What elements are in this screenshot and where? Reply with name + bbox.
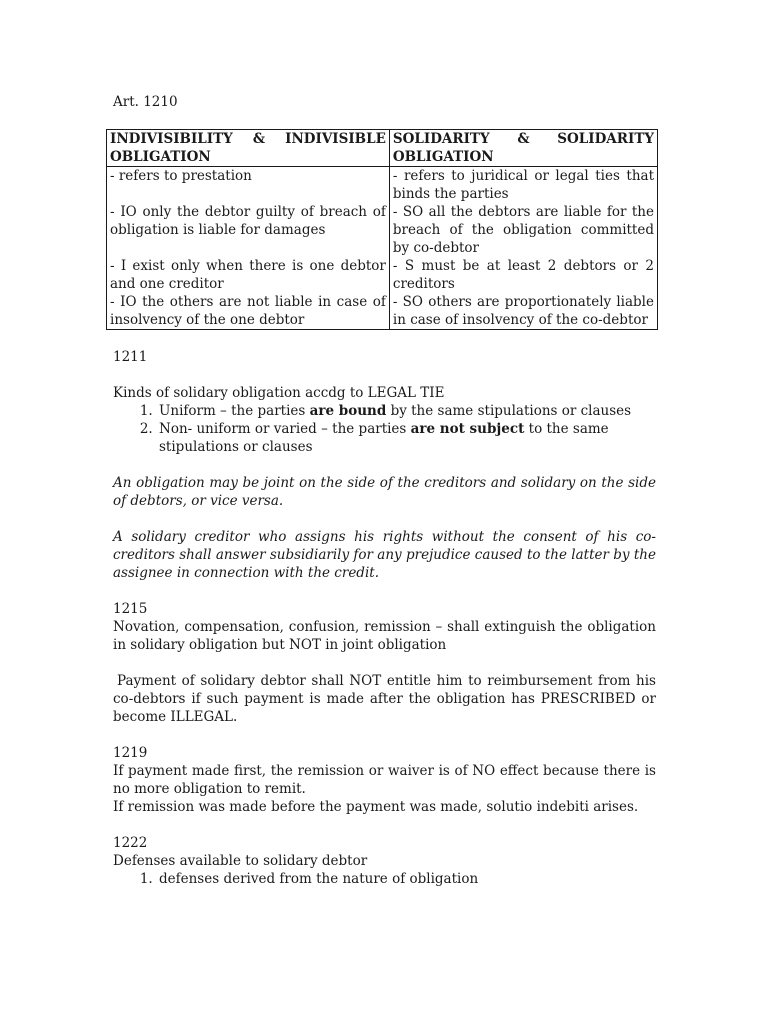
- paragraph-1219-b: If remission was made before the payment was made, solutio indebiti arises.: [113, 799, 639, 815]
- table-header-cell: INDIVISIBILITY & INDIVISIBLE OBLIGATION: [107, 130, 390, 167]
- italic-note-2: A solidary creditor who assigns his rights without the consent of his co-creditors shall answer subsidiarily for any prejudice caused to the latter by the assignee in connection with the credit.: [113, 529, 656, 581]
- table-header-cell: SOLIDARITY & SOLIDARITY OBLIGATION: [389, 130, 657, 167]
- legal-tie-list: [113, 402, 656, 456]
- list-item: 1. Uniform – the parties are bound by the same stipulations or clauses: [157, 402, 656, 420]
- list-item: 1. defenses derived from the nature of obligation: [157, 870, 656, 888]
- paragraph-1215-b: Payment of solidary debtor shall NOT entitle him to reimbursement from his co-debtors if such payment is made after the obligation has PRESCRIBED or become ILLEGAL.: [113, 673, 656, 725]
- section-intro-1222: Defenses available to solidary debtor: [113, 853, 368, 869]
- section-number-1222: 1222: [113, 835, 148, 851]
- section-number-1215: 1215: [113, 601, 148, 617]
- defenses-list: [113, 870, 656, 888]
- table-header-row: [107, 130, 658, 167]
- paragraph-1215-a: Novation, compensation, confusion, remission – shall extinguish the obligation in solidary obligation but NOT in joint obligation: [113, 619, 656, 653]
- article-title: Art. 1210: [113, 94, 178, 110]
- table-cell: - refers to juridical or legal ties that binds the parties - SO all the debtors are liable for the breach of the obligation committed by co-debtor - S must be at least 2 debtors or 2 creditors - SO others are proportionately liable in case of insolvency of the co-debtor: [389, 167, 657, 330]
- table-row: [107, 167, 658, 330]
- section-number-1211: 1211: [113, 349, 148, 365]
- document-content: [110, 93, 656, 888]
- table-cell: - refers to prestation - IO only the debtor guilty of breach of obligation is liable for damages - I exist only when there is one debtor and one creditor - IO the others are not liable in case of insolvency of the one debtor: [107, 167, 390, 330]
- italic-note-1: An obligation may be joint on the side of the creditors and solidary on the side of debtors, or vice versa.: [113, 475, 656, 509]
- section-number-1219: 1219: [113, 745, 148, 761]
- list-item: 2. Non- uniform or varied – the parties are not subject to the same stipulations or clauses: [157, 420, 656, 456]
- section-intro-1211: Kinds of solidary obligation accdg to LEGAL TIE: [113, 385, 445, 401]
- comparison-table: [106, 129, 658, 330]
- paragraph-1219-a: If payment made first, the remission or waiver is of NO effect because there is no more obligation to remit.: [113, 763, 656, 797]
